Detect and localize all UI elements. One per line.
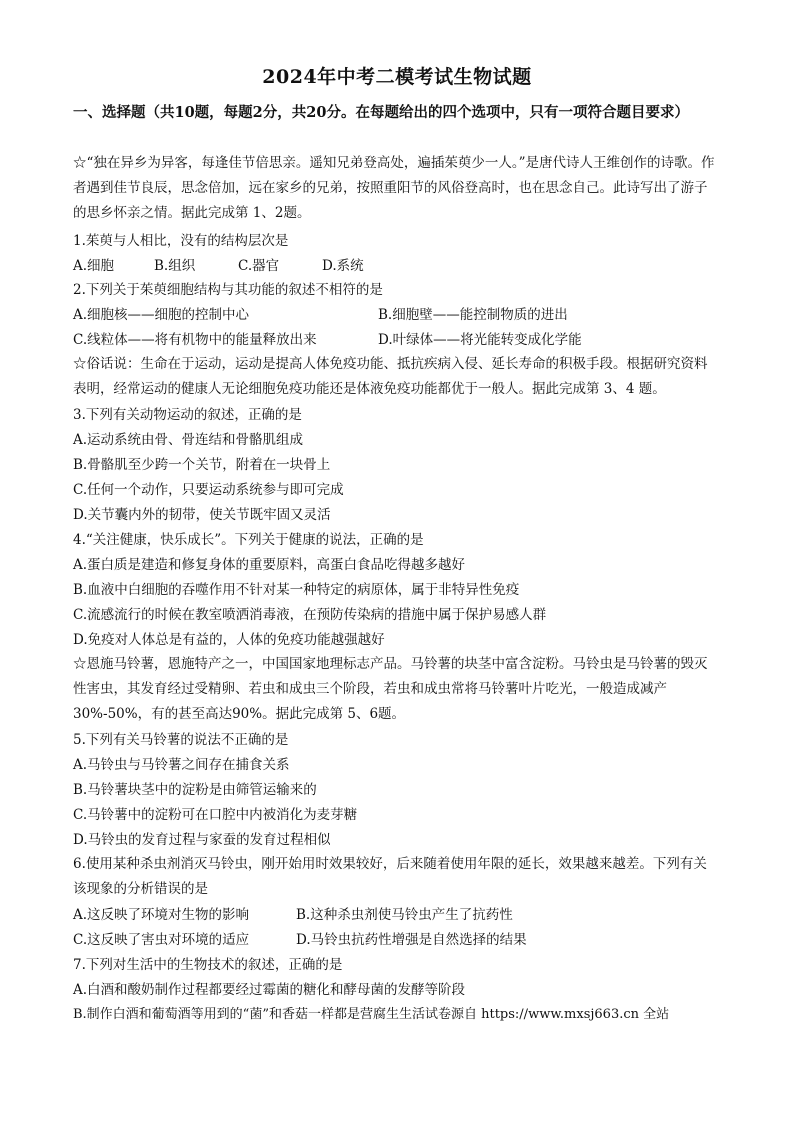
- q6-option-b: B.这种杀虫剂使马铃虫产生了抗药性: [296, 907, 513, 923]
- q1-option-a: A.细胞: [73, 258, 115, 274]
- q2-option-d: D.叶绿体——将光能转变成化学能: [378, 332, 582, 348]
- q5-option-b: B.马铃薯块茎中的淀粉是由筛管运输来的: [73, 782, 317, 798]
- q2-option-a: A.细胞核——细胞的控制中心: [73, 307, 250, 323]
- q4-option-c: C.流感流行的时候在教室喷洒消毒液，在预防传染病的措施中属于保护易感人群: [73, 607, 547, 623]
- q4-option-a: A.蛋白质是建造和修复身体的重要原料，高蛋白食品吃得越多越好: [73, 557, 466, 573]
- q5-stem: 5.下列有关马铃薯的说法不正确的是: [73, 732, 289, 748]
- q1-stem: 1.茱萸与人相比，没有的结构层次是: [73, 233, 289, 249]
- document-title: 2024年中考二模考试生物试题: [262, 66, 532, 88]
- q6-option-a: A.这反映了环境对生物的影响: [73, 907, 250, 923]
- q3-option-b: B.骨骼肌至少跨一个关节，附着在一块骨上: [73, 457, 331, 473]
- q6-option-d: D.马铃虫抗药性增强是自然选择的结果: [296, 932, 527, 948]
- q7-option-b: B.制作白酒和葡萄酒等用到的“菌”和香菇一样都是营腐生生活试卷源自 https://www.mxsj663.cn 全站: [73, 1007, 670, 1022]
- q1-option-d: D.系统: [322, 258, 364, 274]
- q4-option-b: B.血液中白细胞的吞噬作用不针对某一种特定的病原体，属于非特异性免疫: [73, 582, 520, 598]
- q4-option-d: D.免疫对人体总是有益的，人体的免疫功能越强越好: [73, 632, 385, 648]
- q1-option-b: B.组织: [154, 258, 196, 274]
- q3-option-a: A.运动系统由骨、骨连结和骨骼肌组成: [73, 432, 304, 448]
- q4-stem: 4.“关注健康，快乐成长”。下列关于健康的说法，正确的是: [73, 532, 424, 548]
- q2-stem: 2.下列关于茱萸细胞结构与其功能的叙述不相符的是: [73, 282, 383, 298]
- section-heading: 一、选择题（共10题，每题2分，共20分。在每题给出的四个选项中，只有一项符合题目要求）: [73, 104, 689, 121]
- q6-option-c: C.这反映了害虫对环境的适应: [73, 932, 250, 948]
- intro-passage-3: ☆恩施马铃薯，恩施特产之一，中国国家地理标志产品。马铃薯的块茎中富含淀粉。马铃虫是马铃薯的毁灭性害虫，其发育经过受精卵、若虫和成虫三个阶段，若虫和成虫常将马铃薯叶片吃光，一般造成减产30%-50%，有的甚至高达90%。据此完成第 5、6题。: [73, 656, 708, 722]
- q6-stem: 6.使用某种杀虫剂消灭马铃虫，刚开始用时效果较好，后来随着使用年限的延长，效果越来越差。下列有关该现象的分析错误的是: [73, 856, 707, 897]
- intro-passage-1: ☆“独在异乡为异客，每逢佳节倍思亲。遥知兄弟登高处，遍插茱萸少一人。”是唐代诗人王维创作的诗歌。作者遇到佳节良辰，思念倍加，远在家乡的兄弟，按照重阳节的风俗登高时，也在思念自己。此诗写出了游子的思乡怀亲之情。据此完成第 1、2题。: [73, 155, 715, 221]
- q5-option-c: C.马铃薯中的淀粉可在口腔中内被消化为麦芽糖: [73, 807, 358, 823]
- q3-stem: 3.下列有关动物运动的叙述，正确的是: [73, 407, 302, 423]
- q7-stem: 7.下列对生活中的生物技术的叙述，正确的是: [73, 957, 343, 973]
- q7-option-a: A.白酒和酸奶制作过程都要经过霉菌的糖化和酵母菌的发酵等阶段: [73, 982, 466, 998]
- q1-option-c: C.器官: [238, 258, 280, 274]
- q3-option-c: C.任何一个动作，只要运动系统参与即可完成: [73, 482, 344, 498]
- intro-passage-2: ☆俗话说：生命在于运动，运动是提高人体免疫功能、抵抗疾病入侵、延长寿命的积极手段。根据研究资料表明，经常运动的健康人无论细胞免疫功能还是体液免疫功能都优于一般人。据此完成第 3、4 题。: [73, 356, 708, 397]
- q5-option-d: D.马铃虫的发育过程与家蚕的发育过程相似: [73, 832, 331, 848]
- q2-option-c: C.线粒体——将有机物中的能量释放出来: [73, 332, 317, 348]
- q5-option-a: A.马铃虫与马铃薯之间存在捕食关系: [73, 757, 290, 773]
- q2-option-b: B.细胞壁——能控制物质的进出: [378, 307, 568, 323]
- q3-option-d: D.关节囊内外的韧带，使关节既牢固又灵活: [73, 507, 331, 523]
